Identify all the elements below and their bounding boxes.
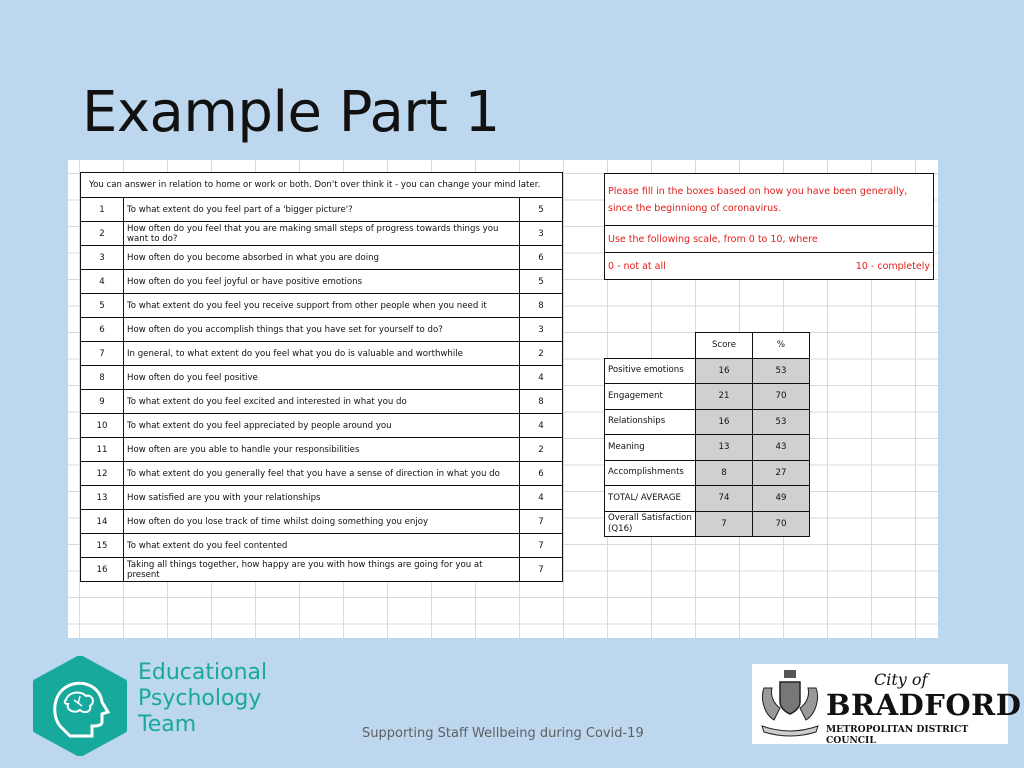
table-row [605,409,810,435]
percent-value: 27 [753,460,810,486]
brain-head-icon [30,656,130,756]
ept-line: Team [138,712,197,737]
table-row [605,460,810,486]
score-value: 7 [696,511,753,537]
table-row [81,534,563,558]
answer-cell[interactable]: 4 [520,486,563,510]
question-number: 9 [81,390,124,414]
score-label: Meaning [605,435,696,461]
question-number: 14 [81,510,124,534]
answer-cell[interactable]: 6 [520,462,563,486]
percent-value: 43 [753,435,810,461]
questionnaire-table [80,172,563,582]
answer-cell[interactable]: 7 [520,510,563,534]
table-row [81,486,563,510]
answer-cell[interactable]: 4 [520,414,563,438]
answer-cell[interactable]: 3 [520,318,563,342]
percent-value: 70 [753,384,810,410]
answer-cell[interactable]: 2 [520,342,563,366]
question-number: 10 [81,414,124,438]
table-row [81,462,563,486]
question-text: How often do you feel joyful or have positive emotions [124,270,520,294]
table-row [81,294,563,318]
table-row [81,198,563,222]
answer-cell[interactable]: 7 [520,534,563,558]
question-number: 7 [81,342,124,366]
table-row [81,366,563,390]
empty-cell [605,333,696,359]
table-row [81,390,563,414]
council-subtitle: METROPOLITAN DISTRICT COUNCIL [826,724,969,746]
table-row [81,558,563,582]
table-header-row [605,333,810,359]
question-text: To what extent do you feel contented [124,534,520,558]
slide-footer: Supporting Staff Wellbeing during Covid-19 [362,726,644,741]
scale-row [605,253,933,279]
percent-header: % [753,333,810,359]
question-number: 16 [81,558,124,582]
question-number: 6 [81,318,124,342]
questionnaire-intro: You can answer in relation to home or work or both. Don't over think it - you can change your mind later. [81,173,563,198]
answer-cell[interactable]: 8 [520,390,563,414]
slide-title: Example Part 1 [82,80,500,145]
table-row [81,438,563,462]
score-value: 16 [696,358,753,384]
score-value: 21 [696,384,753,410]
table-row [81,173,563,198]
question-text: Taking all things together, how happy are you with how things are going for you at present [124,558,520,582]
score-header: Score [696,333,753,359]
percent-value: 49 [753,486,810,512]
question-text: How often do you feel positive [124,366,520,390]
bradford-council-logo [752,664,1022,746]
score-label: Overall Satisfaction (Q16) [605,511,696,537]
percent-value: 53 [753,358,810,384]
question-text: In general, to what extent do you feel what you do is valuable and worthwhile [124,342,520,366]
question-number: 3 [81,246,124,270]
table-row [81,270,563,294]
score-label: Accomplishments [605,460,696,486]
answer-cell[interactable]: 4 [520,366,563,390]
score-value: 16 [696,409,753,435]
table-row [81,246,563,270]
question-text: To what extent do you feel you receive support from other people when you need it [124,294,520,318]
instructions-line-2: Use the following scale, from 0 to 10, where [605,226,933,253]
question-number: 15 [81,534,124,558]
scale-max-label: 10 - completely [855,260,930,272]
instructions-box [604,173,934,280]
percent-value: 70 [753,511,810,537]
question-number: 13 [81,486,124,510]
score-value: 13 [696,435,753,461]
score-label: Positive emotions [605,358,696,384]
question-number: 4 [81,270,124,294]
ept-line: Educational [138,660,268,685]
council-city-of: City of [874,670,928,689]
council-name: BRADFORD [826,688,1022,722]
question-number: 1 [81,198,124,222]
table-row [605,435,810,461]
answer-cell[interactable]: 5 [520,270,563,294]
percent-value: 53 [753,409,810,435]
question-number: 2 [81,222,124,246]
table-row [605,384,810,410]
answer-cell[interactable]: 3 [520,222,563,246]
answer-cell[interactable]: 2 [520,438,563,462]
score-label: TOTAL/ AVERAGE [605,486,696,512]
question-text: To what extent do you generally feel that you have a sense of direction in what you do [124,462,520,486]
table-row [81,318,563,342]
table-row [81,510,563,534]
ept-logo [30,656,130,760]
coat-of-arms-icon [756,668,824,742]
answer-cell[interactable]: 6 [520,246,563,270]
question-text: How often do you lose track of time whilst doing something you enjoy [124,510,520,534]
table-row [605,358,810,384]
answer-cell[interactable]: 8 [520,294,563,318]
ept-wordmark [138,660,267,738]
table-row [81,342,563,366]
question-text: How often do you feel that you are making small steps of progress towards things you want to do? [124,222,520,246]
scale-min-label: 0 - not at all [608,260,666,272]
table-row [81,414,563,438]
question-text: How satisfied are you with your relationships [124,486,520,510]
answer-cell[interactable]: 5 [520,198,563,222]
instructions-line-1: Please fill in the boxes based on how you have been generally, since the beginniong of coronavirus. [605,174,933,226]
question-text: How often are you able to handle your responsibilities [124,438,520,462]
question-text: How often do you accomplish things that you have set for yourself to do? [124,318,520,342]
ept-line: Psychology [138,686,262,711]
question-number: 11 [81,438,124,462]
score-label: Relationships [605,409,696,435]
question-number: 8 [81,366,124,390]
question-text: To what extent do you feel appreciated by people around you [124,414,520,438]
score-value: 74 [696,486,753,512]
question-text: How often do you become absorbed in what you are doing [124,246,520,270]
question-number: 12 [81,462,124,486]
question-text: To what extent do you feel part of a 'bigger picture'? [124,198,520,222]
question-text: To what extent do you feel excited and interested in what you do [124,390,520,414]
table-row [605,486,810,512]
question-number: 5 [81,294,124,318]
scores-table [604,332,810,537]
score-label: Engagement [605,384,696,410]
table-row [605,511,810,537]
answer-cell[interactable]: 7 [520,558,563,582]
table-row [81,222,563,246]
score-value: 8 [696,460,753,486]
